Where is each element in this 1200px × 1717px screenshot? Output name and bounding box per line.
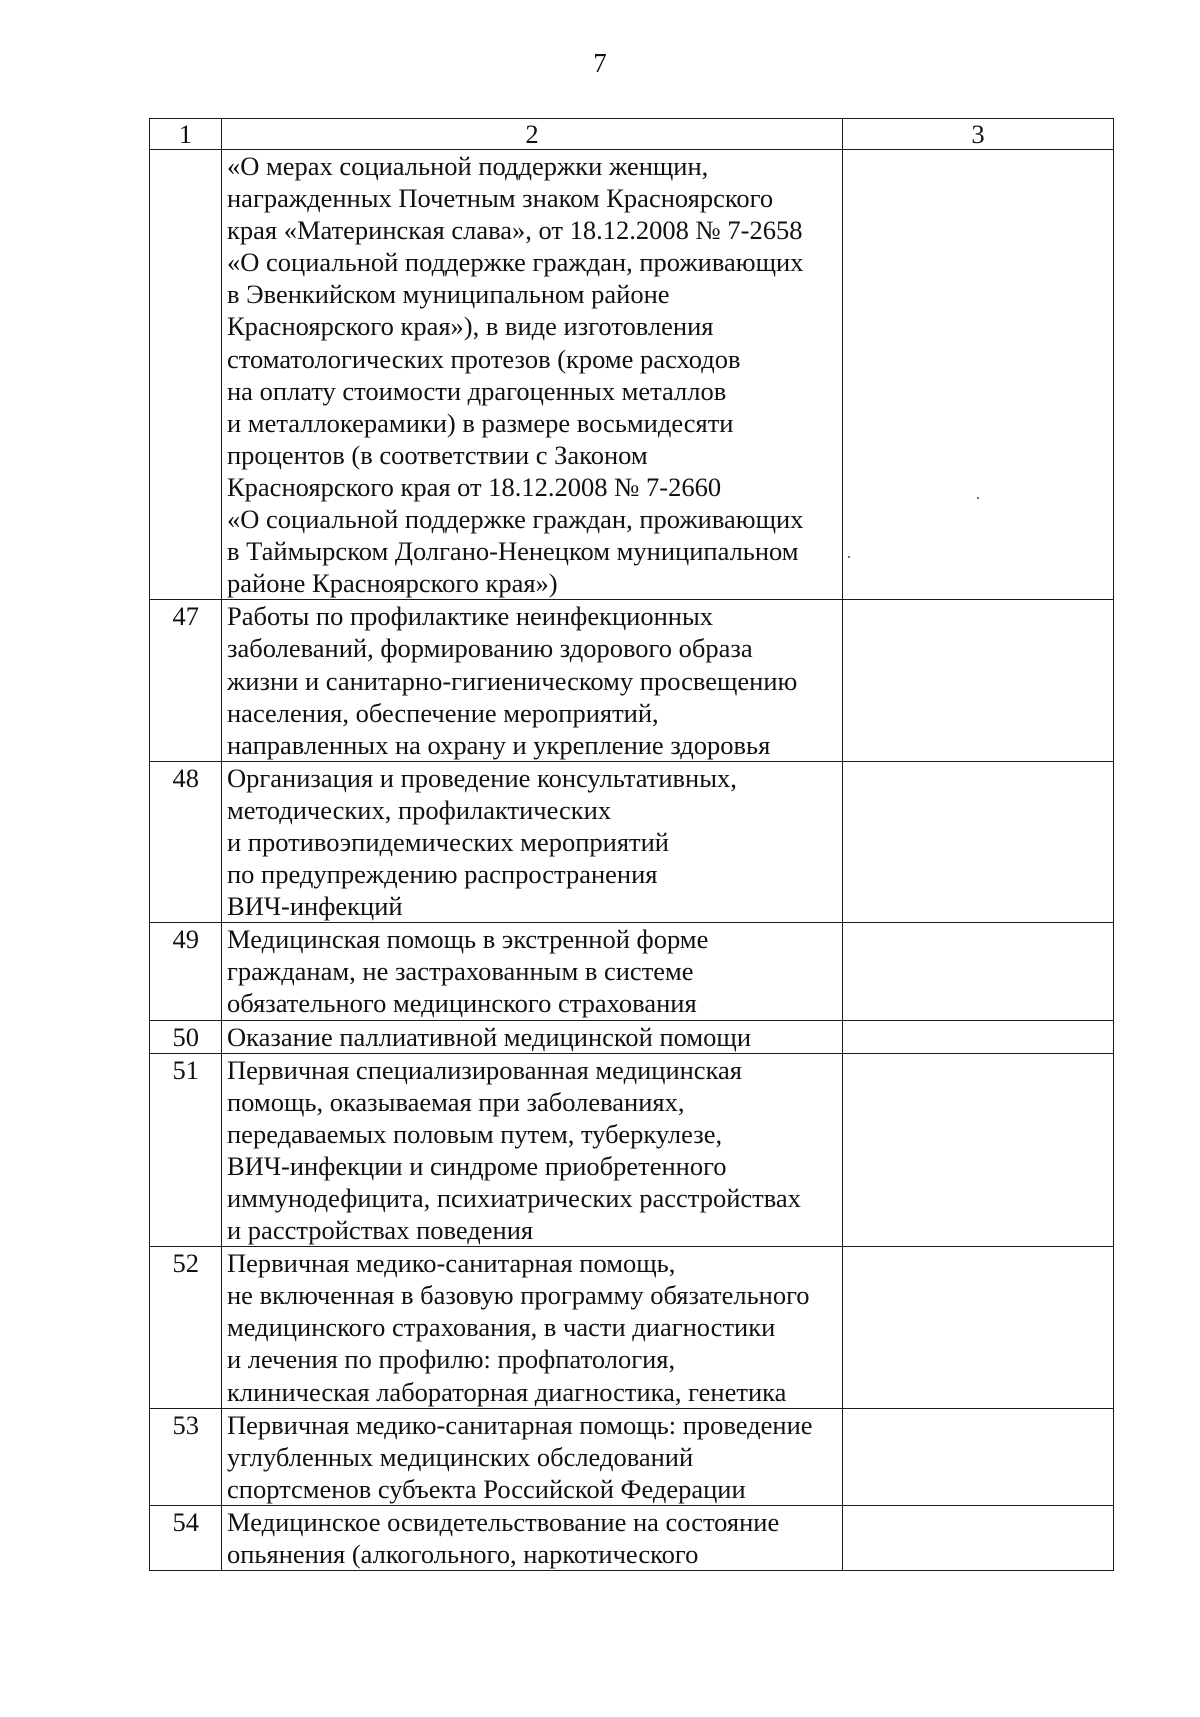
description-line: Первичная специализированная медицинская (227, 1054, 742, 1085)
description-line: не включенная в базовую программу обязательного (227, 1280, 810, 1311)
row-number: 48 (150, 761, 222, 922)
page-number: 7 (593, 48, 607, 78)
row-number: 51 (150, 1053, 222, 1247)
description-line: углубленных медицинских обследований (227, 1441, 694, 1472)
column-header-3: 3 (843, 119, 1114, 150)
description-line: «О социальной поддержке граждан, проживающих (227, 504, 804, 535)
column-header-2: 2 (222, 119, 843, 150)
description-line: Первичная медико-санитарная помощь, (227, 1248, 676, 1279)
description-line: по предупреждению распространения (227, 859, 658, 890)
row-column-3 (843, 1247, 1114, 1408)
row-description (222, 1505, 843, 1570)
services-table (149, 118, 1114, 1571)
table-row (150, 761, 1114, 922)
row-number (150, 150, 222, 600)
table-header-row (150, 119, 1114, 150)
description-line: и лечения по профилю: профпатология, (227, 1344, 676, 1375)
table-row (150, 923, 1114, 1020)
row-column-3 (843, 923, 1114, 1020)
row-number: 49 (150, 923, 222, 1020)
row-column-3 (843, 1020, 1114, 1053)
table-row (150, 1408, 1114, 1505)
description-line: методических, профилактических (227, 794, 612, 825)
description-line: Первичная медико-санитарная помощь: проведение (227, 1409, 813, 1440)
row-description (222, 600, 843, 761)
scan-speck (977, 497, 979, 499)
description-line: Организация и проведение консультативных, (227, 762, 737, 793)
row-description (222, 1247, 843, 1408)
description-line: в Таймырском Долгано-Ненецком муниципальном (227, 536, 799, 567)
description-line: опьянения (алкогольного, наркотического (227, 1539, 699, 1570)
row-number: 50 (150, 1020, 222, 1053)
description-line: награжденных Почетным знаком Красноярского (227, 183, 774, 214)
description-line: и металлокерамики) в размере восьмидесяти (227, 407, 734, 438)
description-line: Оказание паллиативной медицинской помощи (227, 1021, 752, 1052)
description-line: стоматологических протезов (кроме расходов (227, 343, 741, 374)
description-line: помощь, оказываемая при заболеваниях, (227, 1086, 685, 1117)
description-line: клиническая лабораторная диагностика, генетика (227, 1376, 787, 1407)
row-number: 52 (150, 1247, 222, 1408)
description-line: и расстройствах поведения (227, 1215, 534, 1246)
description-line: ВИЧ-инфекции и синдроме приобретенного (227, 1150, 727, 1181)
row-description (222, 1408, 843, 1505)
row-column-3 (843, 1505, 1114, 1570)
row-description (222, 1020, 843, 1053)
description-line: Медицинская помощь в экстренной форме (227, 924, 709, 955)
description-line: и противоэпидемических мероприятий (227, 826, 669, 857)
description-line: направленных на охрану и укрепление здоровья (227, 729, 771, 760)
description-line: в Эвенкийском муниципальном районе (227, 279, 670, 310)
row-description (222, 150, 843, 600)
row-number: 54 (150, 1505, 222, 1570)
row-column-3 (843, 1053, 1114, 1247)
table-row (150, 1053, 1114, 1247)
description-line: Медицинское освидетельствование на состояние (227, 1506, 780, 1537)
table-row (150, 1505, 1114, 1570)
description-line: ВИЧ-инфекций (227, 891, 403, 922)
column-header-1: 1 (150, 119, 222, 150)
row-column-3 (843, 150, 1114, 600)
table-row (150, 1247, 1114, 1408)
row-column-3 (843, 600, 1114, 761)
description-line: населения, обеспечение мероприятий, (227, 697, 659, 728)
description-line: Красноярского края»), в виде изготовления (227, 311, 714, 342)
description-line: Красноярского края от 18.12.2008 № 7-2660 (227, 471, 722, 502)
row-description (222, 761, 843, 922)
table-row (150, 1020, 1114, 1053)
description-line: передаваемых половым путем, туберкулезе, (227, 1118, 723, 1149)
description-line: медицинского страхования, в части диагностики (227, 1312, 776, 1343)
description-line: края «Материнская слава», от 18.12.2008 № 7-2658 (227, 215, 803, 246)
scan-speck (848, 556, 850, 558)
description-line: процентов (в соответствии с Законом (227, 439, 648, 470)
row-number: 53 (150, 1408, 222, 1505)
description-line: районе Красноярского края») (227, 568, 558, 599)
table-row (150, 150, 1114, 600)
description-line: спортсменов субъекта Российской Федерации (227, 1473, 746, 1504)
description-line: обязательного медицинского страхования (227, 988, 697, 1019)
description-line: «О мерах социальной поддержки женщин, (227, 151, 709, 181)
description-line: на оплату стоимости драгоценных металлов (227, 375, 727, 406)
description-line: гражданам, не застрахованным в системе (227, 956, 694, 987)
table-row (150, 600, 1114, 761)
description-line: жизни и санитарно-гигиеническому просвещению (227, 665, 798, 696)
row-number: 47 (150, 600, 222, 761)
row-column-3 (843, 1408, 1114, 1505)
row-description (222, 923, 843, 1020)
description-line: иммунодефицита, психиатрических расстройствах (227, 1183, 801, 1213)
description-line: заболеваний, формированию здорового образа (227, 633, 753, 664)
description-line: «О социальной поддержке граждан, проживающих (227, 247, 804, 278)
row-description (222, 1053, 843, 1247)
description-line: Работы по профилактике неинфекционных (227, 601, 714, 632)
row-column-3 (843, 761, 1114, 922)
table-body (150, 119, 1114, 1571)
